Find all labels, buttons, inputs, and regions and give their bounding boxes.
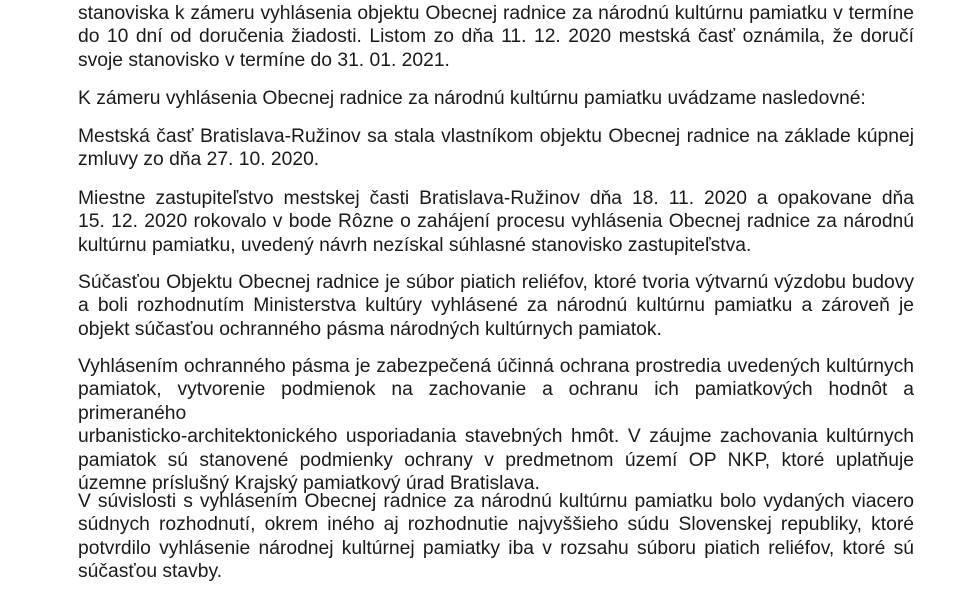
text-line: Súčasťou Objektu Obecnej radnice je súbor piatich reliéfov, ktoré tvoria výtvarnú výzdobu budovy [78, 272, 914, 293]
paragraph-council [78, 187, 914, 257]
text-line: do 10 dní od doručenia žiadosti. Listom zo dňa 11. 12. 2020 mestská časť oznámila, že doručí [78, 26, 914, 48]
paragraph-ownership [78, 125, 914, 172]
text-line: objekt súčasťou ochranného pásma národných kultúrnych pamiatok. [78, 318, 662, 340]
text-line: urbanisticko-architektonického usporiadania stavebných hmôt. V záujme zachovania kultúrnych [78, 426, 914, 448]
paragraph-protection-zone [78, 355, 914, 495]
text-line: kultúrnu pamiatku, uvedený návrh nezískal súhlasné stanovisko zastupiteľstva. [78, 234, 752, 256]
text-line: Mestská časť Bratislava-Ružinov sa stala vlastníkom objektu Obecnej radnice na základe kúpnej [78, 126, 914, 147]
text-line: súčasťou stavby. [78, 561, 223, 583]
text-line: územne príslušný Krajský pamiatkový úrad Bratislava. [78, 473, 540, 495]
paragraph-statement-deadline [78, 2, 914, 72]
text-line: Miestne zastupiteľstvo mestskej časti Bratislava-Ružinov dňa 18. 11. 2020 a opakovane dňa [78, 188, 914, 209]
paragraph-court-decisions [78, 490, 914, 584]
paragraph-reliefs [78, 271, 914, 341]
text-line: potvrdilo vyhlásenie národnej kultúrnej pamiatky iba v rozsahu súboru piatich reliéfov, ktoré sú [78, 537, 914, 559]
text-line: a boli rozhodnutím Ministerstva kultúry vyhlásené za národnú kultúrnu pamiatku a zároveň je [78, 295, 914, 317]
text-line: Vyhlásením ochranného pásma je zabezpečená účinná ochrana prostredia uvedených kultúrnych [78, 356, 914, 377]
paragraph-intro [78, 87, 914, 110]
text-line: V súvislosti s vyhlásením Obecnej radnice za národnú kultúrnu pamiatku bolo vydaných viacero [78, 491, 914, 512]
text-line: zmluvy zo dňa 27. 10. 2020. [78, 149, 320, 171]
text-line: pamiatok, vytvorenie podmienok na zachovanie a ochranu ich pamiatkových hodnôt a primeraného [78, 379, 914, 424]
text-line: svoje stanovisko v termíne do 31. 01. 2021. [78, 49, 450, 71]
text-line: stanoviska k zámeru vyhlásenia objektu Obecnej radnice za národnú kultúrnu pamiatku v termíne [78, 3, 914, 24]
text-line: 15. 12. 2020 rokovalo v bode Rôzne o zahájení procesu vyhlásenia Obecnej radnice za národnú [78, 211, 914, 233]
text-line: pamiatok sú stanovené podmienky ochrany v predmetnom území OP NKP, ktoré uplatňuje [78, 449, 914, 471]
text-line: súdnych rozhodnutí, okrem iného aj rozhodnutie najvyššieho súdu Slovenskej republiky, ktoré [78, 514, 914, 536]
text-line: K zámeru vyhlásenia Obecnej radnice za národnú kultúrnu pamiatku uvádzame nasledovné: [78, 88, 866, 109]
